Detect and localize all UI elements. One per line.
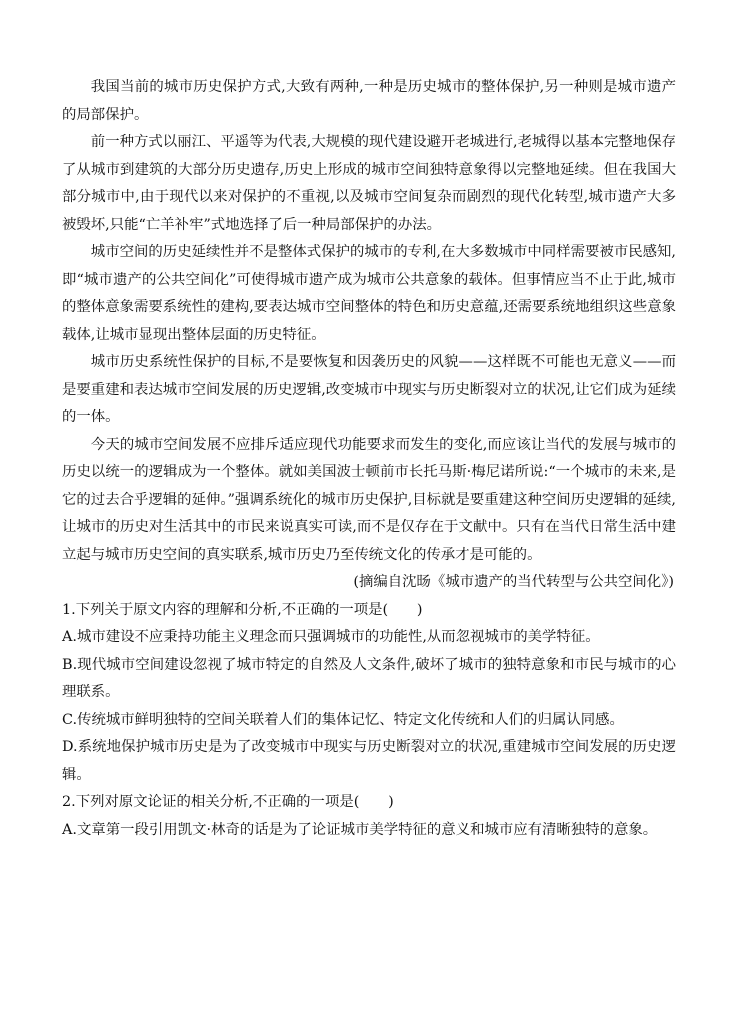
question-1 <box>62 597 676 790</box>
article-paragraph-5: 今天的城市空间发展不应排斥适应现代功能要求而发生的变化,而应该让当代的发展与城市的历史以统一的逻辑成为一个整体。就如美国波士顿前市长托马斯·梅尼诺所说:“一个城市的未来,是它的过去合乎逻辑的延伸。”强调系统化的城市历史保护,目标就是要重建这种空间历史逻辑的延续,让城市的历史对生活其中的市民来说真实可读,而不是仅存在于文献中。只有在当代日常生活中建立起与城市历史空间的真实联系,城市历史乃至传统文化的传承才是可能的。 <box>62 436 676 563</box>
document-page <box>62 74 676 844</box>
question-stem: 2.下列对原文论证的相关分析,不正确的一项是( ) <box>62 794 394 810</box>
option-a: A.文章第一段引用凯文·林奇的话是为了论证城市美学特征的意义和城市应有清晰独特的意象。 <box>62 821 658 838</box>
article-paragraph-2: 前一种方式以丽江、平遥等为代表,大规模的现代建设避开老城进行,老城得以基本完整地保存了从城市到建筑的大部分历史遗存,历史上形成的城市空间独特意象得以完整地延续。但在我国大部分城市中,由于现代以来对保护的不重视,以及城市空间复杂而剧烈的现代化转型,城市遗产大多被毁坏,只能“亡羊补牢”式地选择了后一种局部保护的办法。 <box>62 134 676 233</box>
option-a: A.城市建设不应秉持功能主义理念而只强调城市的功能性,从而忽视城市的美学特征。 <box>62 629 600 645</box>
article-source: (摘编自沈旸《城市遗产的当代转型与公共空间化》) <box>353 574 674 590</box>
question-stem: 1.下列关于原文内容的理解和分析,不正确的一项是( ) <box>62 601 423 618</box>
article-paragraph-4: 城市历史系统性保护的目标,不是要恢复和因袭历史的风貌——这样既不可能也无意义——而是要重建和表达城市空间发展的历史逻辑,改变城市中现实与历史断裂对立的状况,让它们成为延续的一体。 <box>62 354 676 425</box>
option-d: D.系统地保护城市历史是为了改变城市中现实与历史断裂对立的状况,重建城市空间发展的历史逻辑。 <box>62 739 676 783</box>
article-paragraph-1: 我国当前的城市历史保护方式,大致有两种,一种是历史城市的整体保护,另一种则是城市遗产的局部保护。 <box>62 79 676 123</box>
option-c: C.传统城市鲜明独特的空间关联着人们的集体记忆、特定文化传统和人们的归属认同感。 <box>62 711 624 728</box>
option-b: B.现代城市空间建设忽视了城市特定的自然及人文条件,破坏了城市的独特意象和市民与城市的心理联系。 <box>62 656 676 700</box>
article-paragraph-3: 城市空间的历史延续性并不是整体式保护的城市的专利,在大多数城市中同样需要被市民感知,即“城市遗产的公共空间化”可使得城市遗产成为城市公共意象的载体。但事情应当不止于此,城市的整体意象需要系统性的建构,要表达城市空间整体的特色和历史意蕴,还需要系统地组织这些意象载体,让城市显现出整体层面的历史特征。 <box>62 244 676 343</box>
question-2 <box>62 789 676 844</box>
